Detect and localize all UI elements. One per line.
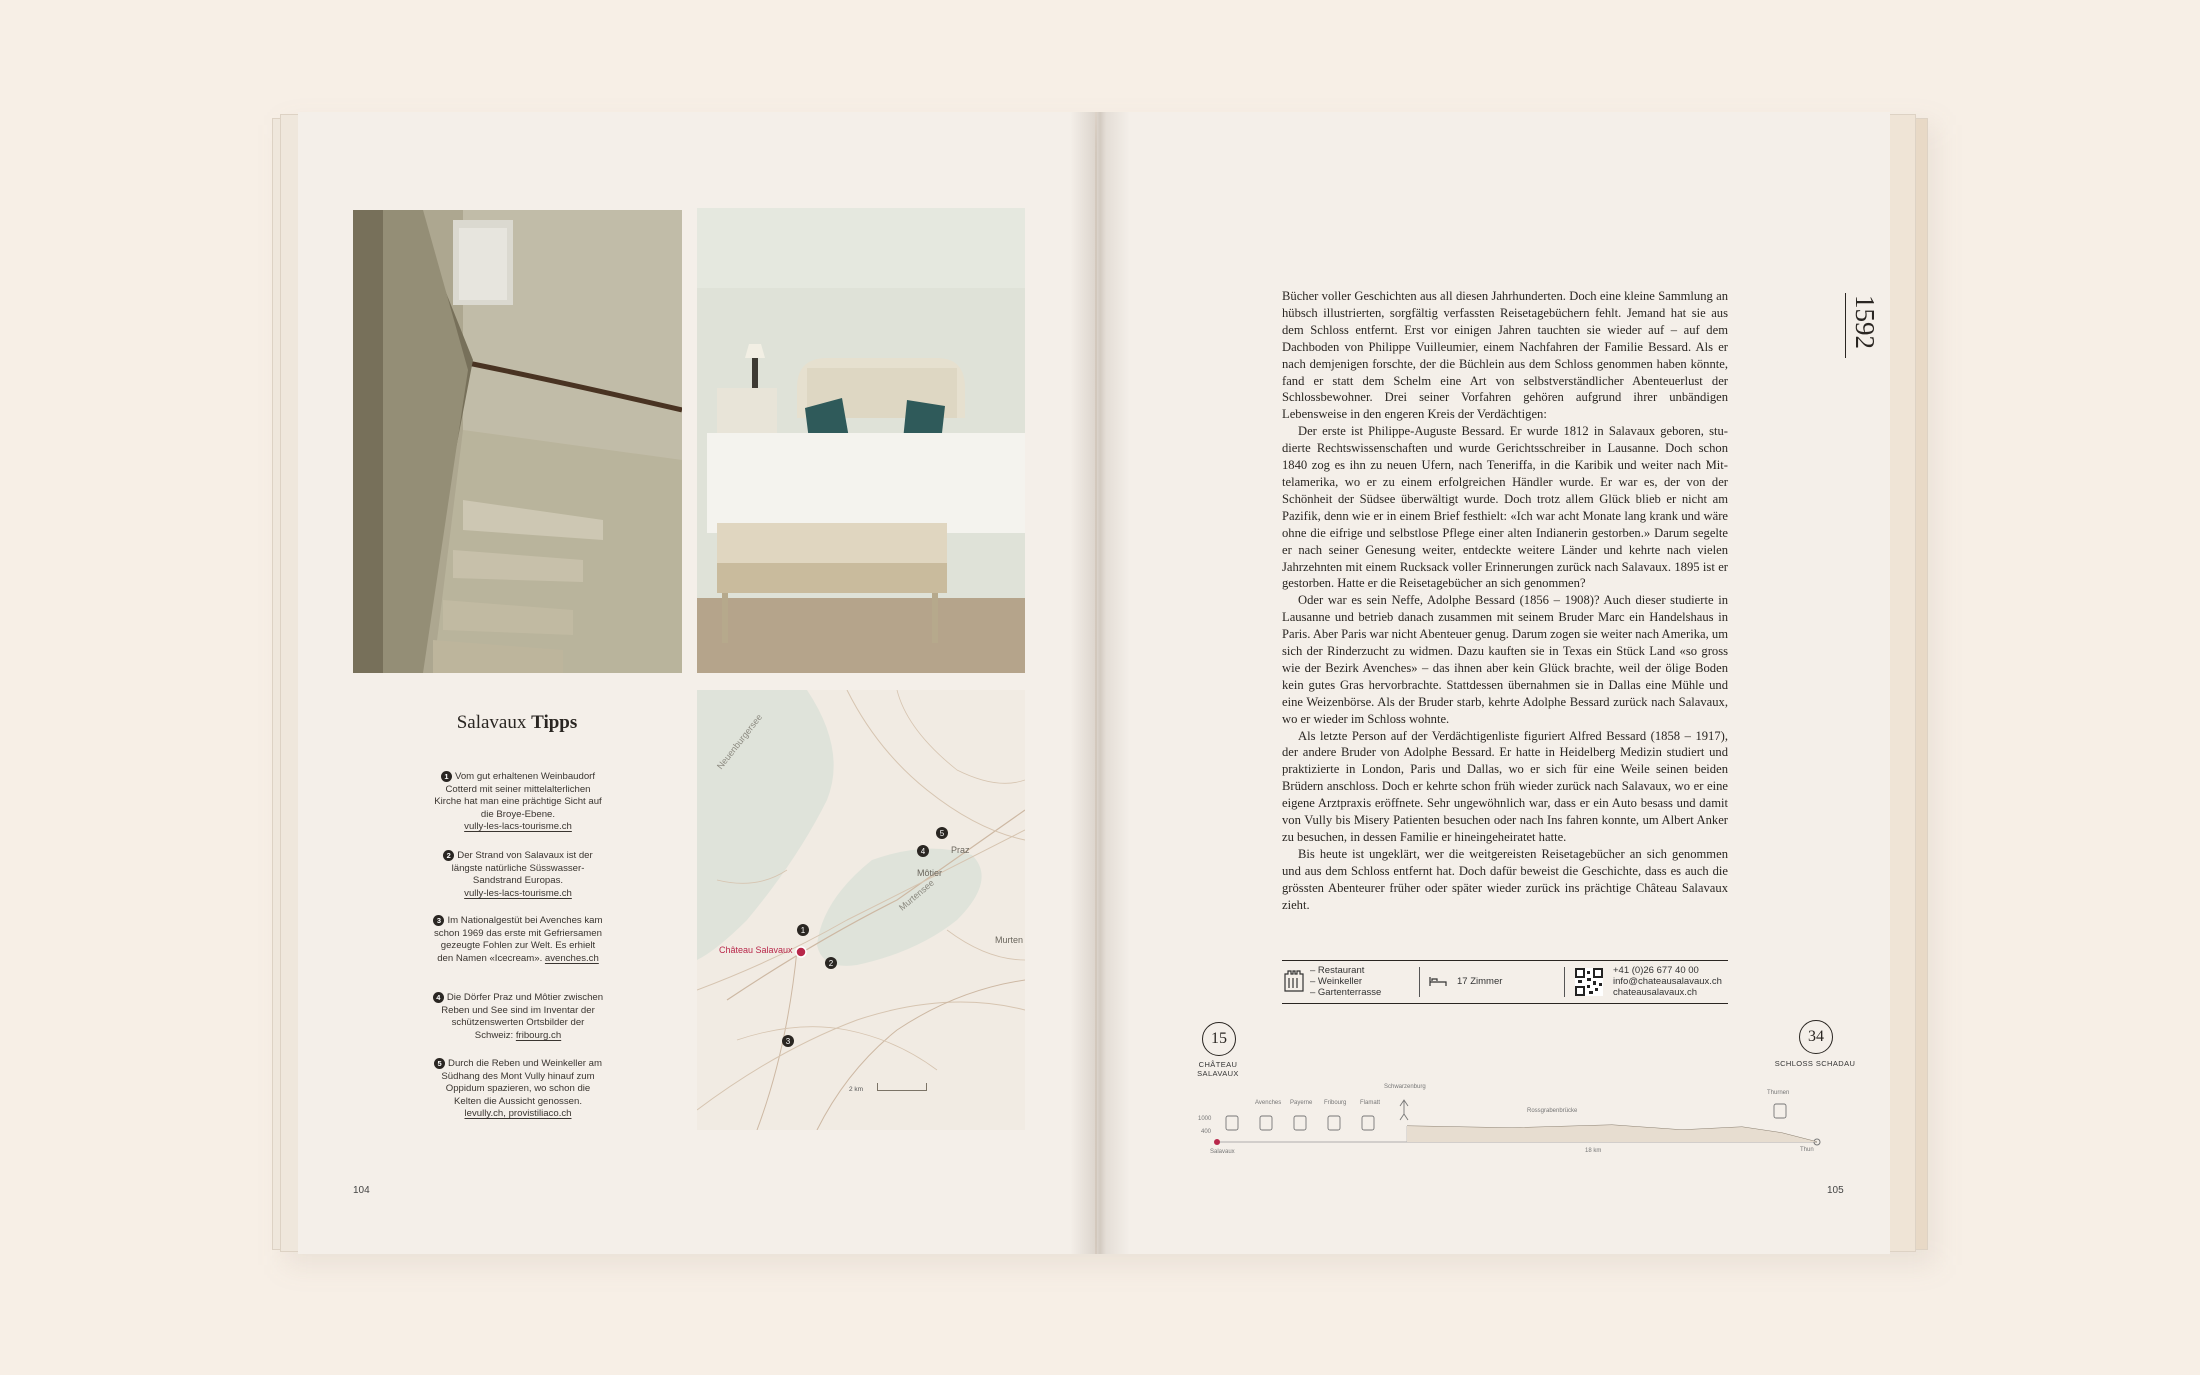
route-stop: Fribourg bbox=[1324, 1100, 1347, 1106]
map-marker-1-label: 1 bbox=[800, 926, 806, 935]
route-profile bbox=[1182, 1080, 1832, 1160]
map-highlight-label: Château Salavaux bbox=[719, 945, 793, 955]
route-distance: 18 km bbox=[1585, 1148, 1602, 1154]
tip-link[interactable]: avenches.ch bbox=[544, 952, 599, 964]
route-stop: Avenches bbox=[1255, 1100, 1282, 1106]
stage-start-label: CHÂTEAU SALAVAUX bbox=[1197, 1060, 1239, 1078]
email-link[interactable]: info@chateausalavaux.ch bbox=[1613, 976, 1722, 987]
tip-item-3: 3 Im Nationalgestüt bei Avenches kam schon 1969 das erste mit Gefriersamen gezeugte Fohlen zur Welt. Es erhielt den Namen «Icecream». avenches.ch bbox=[434, 915, 603, 964]
castle-icon bbox=[1284, 968, 1304, 995]
stage-end-label: SCHLOSS SCHADAU bbox=[1774, 1059, 1856, 1068]
qr-code-icon bbox=[1575, 968, 1603, 999]
tip-item-4: 4 Die Dörfer Praz und Môtier zwischen Reben und See sind im Inventar der schützenswerten Ortsbilder der Schweiz: fribourg.ch bbox=[432, 992, 604, 1042]
page-number-right: 105 bbox=[1827, 1185, 1844, 1196]
route-stop: Flamatt bbox=[1360, 1100, 1381, 1106]
map-lake-label-murtensee: Murtensee bbox=[897, 877, 937, 913]
paragraph: Der erste ist Philippe-Auguste Bessard. Er wurde 1812 in Salavaux geboren, studierte Rechtswissenschaften und wurde Gerichtsschreiber in Lausanne. Doch schon 1840 zog es ihn zu neuen Ufern, nach Teneriffa, in die Karibik und weiter nach Mittelamerika, wo er zu einem erfolgreichen Händler wurde. Er war es, der von der Schönheit der Südsee überwältigt wurde. Doch trotz allem Glück blieb er nicht am Pazifik, denn wie er in einem Brief festhielt: «Ich war acht Monate lang krank und wäre ohne die eifrige und selbstlose Pflege einer alten Indianerin gestorben.» Darum segelte er nach seiner Genesung weiter, entdeckte weitere Länder und kehrte nach vielen Jahrzehnten mit einem Rucksack voller Erinnerungen zurück nach Salavaux. 1895 ist er gestorben. Hatte er die Reisetagebücher an sich genommen? bbox=[1282, 424, 1728, 591]
tip-link[interactable]: levully.ch, provistiliaco.ch bbox=[464, 1108, 572, 1120]
map-marker-3-label: 3 bbox=[785, 1037, 791, 1046]
right-page-edges-inner bbox=[1888, 114, 1916, 1252]
contact-block bbox=[1613, 965, 1722, 998]
tip-item-2: 2 Der Strand von Salavaux ist der längste natürliche Süsswasser-Sandstrand Europas. vully-les-lacs-tourisme.ch bbox=[432, 850, 604, 900]
tip-link[interactable]: vully-les-lacs-tourisme.ch bbox=[464, 887, 572, 899]
tip-link[interactable]: fribourg.ch bbox=[515, 1029, 562, 1041]
tip-link[interactable]: vully-les-lacs-tourisme.ch bbox=[464, 821, 572, 833]
map-town-motier: Môtier bbox=[917, 868, 943, 878]
year-marker: 1592 bbox=[1850, 295, 1880, 349]
route-origin: Salavaux bbox=[1210, 1149, 1235, 1155]
area-map bbox=[697, 690, 1025, 1130]
map-scale-label: 2 km bbox=[849, 1086, 864, 1093]
route-stop: Payerne bbox=[1290, 1100, 1313, 1106]
divider bbox=[1419, 967, 1420, 997]
tip-number-badge: 1 bbox=[441, 771, 452, 782]
article-body bbox=[1282, 288, 1728, 914]
route-stop: Rossgrabenbrücke bbox=[1527, 1108, 1578, 1114]
staircase-photo bbox=[353, 210, 682, 673]
tips-title: Salavaux Tipps bbox=[456, 712, 578, 733]
map-marker-2-label: 2 bbox=[828, 959, 834, 968]
route-destination: Thun bbox=[1800, 1147, 1814, 1153]
website-link[interactable]: chateausalavaux.ch bbox=[1613, 987, 1697, 998]
map-marker-highlight bbox=[796, 947, 806, 957]
bed-icon bbox=[1429, 975, 1447, 990]
stage-end-badge: 34 bbox=[1799, 1020, 1833, 1054]
map-marker-5-label: 5 bbox=[939, 829, 945, 838]
map-town-praz: Praz bbox=[951, 845, 970, 855]
divider bbox=[1564, 967, 1565, 997]
paragraph: Bücher voller Geschichten aus all diesen Jahrhunderten. Doch eine kleine Sammlung an hübsch illustrierten, sorgfältig verfassten Reisetagebüchern fehlt. Jemand hat sie aus dem Schloss entfernt. Erst vor einigen Jahren tauchten sie wieder auf – auf dem Dachboden von Philippe Vuilleumier, einem Nachfahren der Familie Bessard. Als er nach demjenigen forschte, der die Büchlein aus dem Schloss genommen haben könnte, fand er statt dem Schelm eine Art von selbstverständlicher Abenteuerlust der Schlossbewohner. Drei seiner Vorfahren gehören aufgrund ihrer unbändigen Lebensweise in den engeren Kreis der Verdächtigen: bbox=[1282, 289, 1728, 422]
map-lake-label-neuenburgersee: Neuenburgersee bbox=[715, 712, 765, 772]
tip-number-badge: 4 bbox=[433, 992, 444, 1003]
tip-item-5: 5 Durch die Reben und Weinkeller am Südhang des Mont Vully hinauf zum Oppidum spazieren, wo schon die Kelten die Aussicht genossen. levully.ch, provistiliaco.ch bbox=[432, 1058, 604, 1121]
hotel-info-bar bbox=[1282, 960, 1728, 1004]
elevation-low-label: 400 bbox=[1201, 1129, 1212, 1135]
amenities-list: – Restaurant – Weinkeller – Gartenterrasse bbox=[1310, 965, 1382, 998]
phone-number[interactable]: +41 (0)26 677 40 00 bbox=[1613, 965, 1699, 976]
paragraph: Oder war es sein Neffe, Adolphe Bessard (1856 – 1908)? Auch dieser studierte in Lausanne und betrieb danach zusammen mit seinem Bruder Marc ein Handelshaus in Paris. Aber Paris war nicht Abenteuer genug. Darum zogen sie weiter nach Amerika, um sich der Rinderzucht zu widmen. Dazu kauften sie in Texas ein Stück Land «so gross wie der Bezirk Avenches» – das ihnen aber kein Glück brachte, weil der ölige Boden kein gutes Gras hervorbrachte. Stattdessen übernahmen sie in Dallas eine Mühle und eine Weizenbörse. Als der Bruder starb, kehrte Adolphe Bessard zurück nach Salavaux, wo er wieder im Schloss wohnte. bbox=[1282, 593, 1728, 726]
elevation-high-label: 1000 bbox=[1198, 1116, 1212, 1122]
tip-number-badge: 3 bbox=[433, 915, 444, 926]
map-marker-4-label: 4 bbox=[920, 847, 926, 856]
paragraph: Bis heute ist ungeklärt, wer die weitgereisten Reisetagebücher an sich genommen und aus dem Schloss entfernt hat. Doch dafür beweist die Geschichte, dass es auch die grössten Abenteurer früher oder später wieder zurück ins prächtige Château Salavaux zieht. bbox=[1282, 846, 1728, 912]
page-number-left: 104 bbox=[353, 1185, 370, 1196]
tip-number-badge: 5 bbox=[434, 1058, 445, 1069]
tip-item-1: 1 Vom gut erhaltenen Weinbaudorf Cotterd mit seiner mittelalterlichen Kirche hat man eine prächtige Sicht auf die Broye-Ebene. vully-les-lacs-tourisme.ch bbox=[434, 771, 602, 833]
map-town-murten: Murten bbox=[995, 935, 1024, 945]
route-stop: Schwarzenburg bbox=[1384, 1084, 1426, 1090]
paragraph: Als letzte Person auf der Verdächtigenliste figuriert Alfred Bessard (1858 – 1917), der andere Bruder von Adolphe Bessard. Er hatte in Heidelberg Medizin studiert und praktizierte in London, Paris und Dallas, wo er sich für eine Weile seinen beiden Brüdern anschloss. Doch er kehrte schon früh wieder zurück nach Salavaux, wo er eine eigene Arztpraxis eröffnete. Sehr ungewöhnlich war, dass er ein Auto besass und damit von Vully bis Misery Patienten besuchen oder nach Ins fahren konnte, um Albert Anker zu besuchen, in dessen Familie er hineingeheiratet hatte. bbox=[1282, 728, 1728, 844]
bedroom-photo bbox=[697, 208, 1025, 673]
route-stop: Thurnen bbox=[1767, 1090, 1790, 1096]
room-count: 17 Zimmer bbox=[1457, 976, 1503, 987]
stage-start-badge: 15 bbox=[1202, 1022, 1236, 1056]
tip-number-badge: 2 bbox=[443, 850, 454, 861]
